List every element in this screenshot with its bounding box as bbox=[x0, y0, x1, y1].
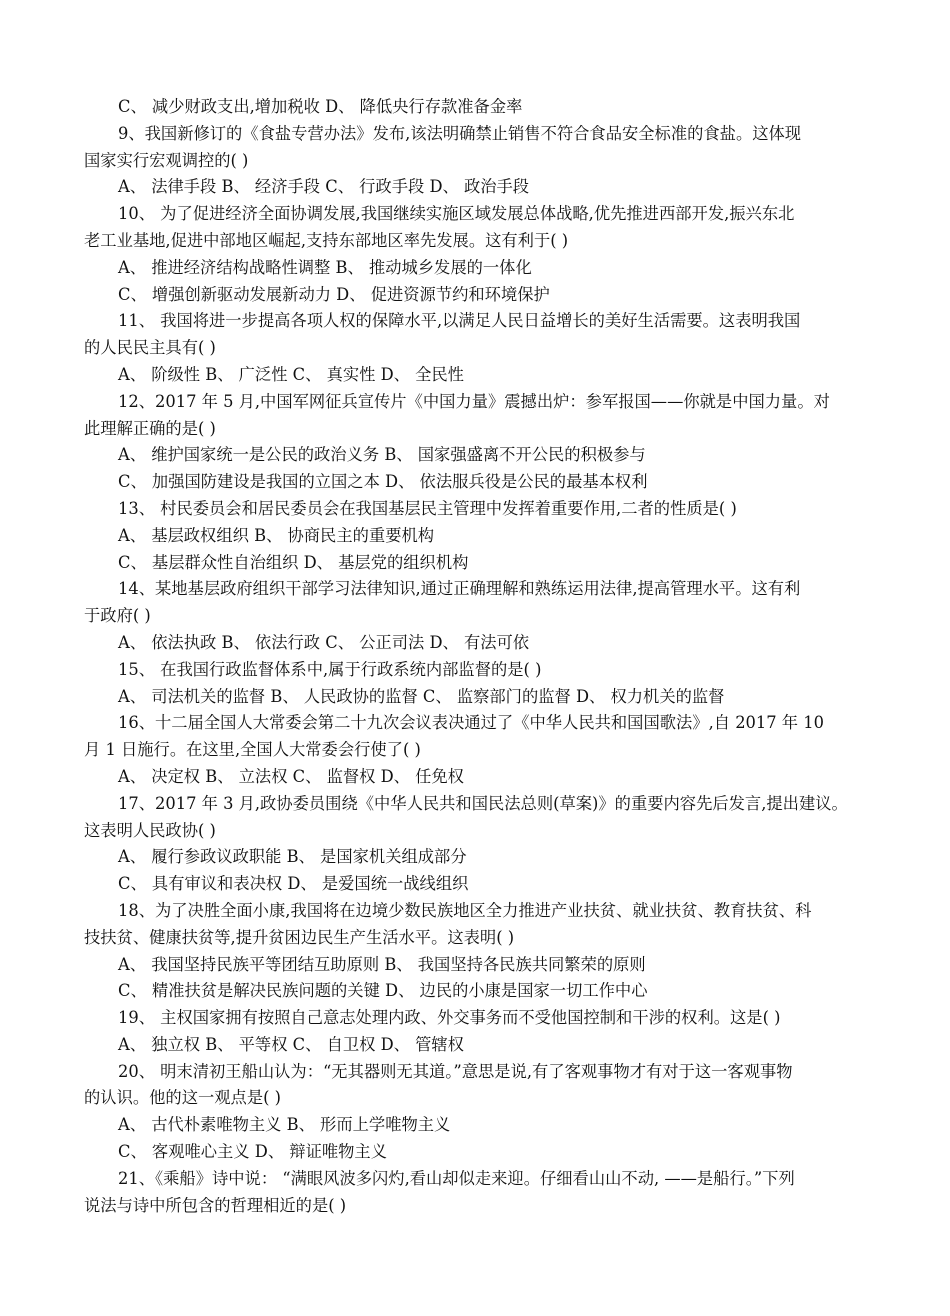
question-17: 17、2017 年 3 月,政协委员围绕《中华人民共和国民法总则(草案)》的重要内容先后发言,提出建议。 bbox=[118, 793, 848, 813]
question-14-options: A、 依法执政 B、 依法行政 C、 公正司法 D、 有法可依 bbox=[118, 632, 530, 652]
question-12-options-cd: C、 加强国防建设是我国的立国之本 D、 依法服兵役是公民的最基本权利 bbox=[118, 472, 648, 492]
question-17-options-cd: C、 具有审议和表决权 D、 是爱国统一战线组织 bbox=[118, 874, 469, 894]
option-line: C、 减少财政支出,增加税收 D、 降低央行存款准备金率 bbox=[118, 97, 523, 116]
question-20-options-ab: A、 古代朴素唯物主义 B、 形而上学唯物主义 bbox=[118, 1115, 451, 1135]
question-19-options: A、 独立权 B、 平等权 C、 自卫权 D、 管辖权 bbox=[118, 1034, 464, 1054]
question-16-options: A、 决定权 B、 立法权 C、 监督权 D、 任免权 bbox=[118, 766, 464, 786]
question-18-options-ab: A、 我国坚持民族平等团结互助原则 B、 我国坚持各民族共同繁荣的原则 bbox=[118, 954, 646, 974]
question-20: 20、 明末清初王船山认为：“无其器则无其道。”意思是说,有了客观事物才有对于这一客观事物 bbox=[118, 1061, 793, 1081]
question-13-options-ab: A、 基层政权组织 B、 协商民主的重要机构 bbox=[118, 525, 435, 545]
question-21-cont: 说法与诗中所包含的哲理相近的是( ) bbox=[84, 1195, 347, 1215]
question-9-cont: 国家实行宏观调控的( ) bbox=[84, 150, 249, 170]
question-12-options-ab: A、 维护国家统一是公民的政治义务 B、 国家强盛离不开公民的积极参与 bbox=[118, 445, 646, 465]
exam-text-body bbox=[84, 94, 870, 1219]
question-16: 16、十二届全国人大常委会第二十九次会议表决通过了《中华人民共和国国歌法》,自 2017 年 10 bbox=[118, 713, 824, 733]
question-14: 14、某地基层政府组织干部学习法律知识,通过正确理解和熟练运用法律,提高管理水平。这有利 bbox=[118, 579, 801, 599]
question-21: 21、《乘船》诗中说： “满眼风波多闪灼,看山却似走来迎。仔细看山山不动, ——是船行。”下列 bbox=[118, 1168, 795, 1188]
question-18-options-cd: C、 精准扶贫是解决民族问题的关键 D、 边民的小康是国家一切工作中心 bbox=[118, 981, 648, 1001]
question-18-cont: 技扶贫、健康扶贫等,提升贫困边民生产生活水平。这表明( ) bbox=[84, 927, 515, 947]
question-13-options-cd: C、 基层群众性自治组织 D、 基层党的组织机构 bbox=[118, 552, 469, 572]
question-10-options-ab: A、 推进经济结构战略性调整 B、 推动城乡发展的一体化 bbox=[118, 257, 532, 277]
question-17-options-ab: A、 履行参政议政职能 B、 是国家机关组成部分 bbox=[118, 847, 467, 867]
question-15: 15、 在我国行政监督体系中,属于行政系统内部监督的是( ) bbox=[118, 659, 542, 679]
question-15-options: A、 司法机关的监督 B、 人民政协的监督 C、 监察部门的监督 D、 权力机关的监督 bbox=[118, 686, 725, 706]
question-9: 9、我国新修订的《食盐专营办法》发布,该法明确禁止销售不符合食品安全标准的食盐。这体现 bbox=[118, 123, 802, 143]
question-11: 11、 我国将进一步提高各项人权的保障水平,以满足人民日益增长的美好生活需要。这表明我国 bbox=[118, 311, 801, 331]
question-20-cont: 的认识。他的这一观点是( ) bbox=[84, 1088, 281, 1108]
question-18: 18、为了决胜全面小康,我国将在边境少数民族地区全力推进产业扶贫、就业扶贫、教育扶贫、科 bbox=[118, 900, 812, 920]
question-20-options-cd: C、 客观唯心主义 D、 辩证唯物主义 bbox=[118, 1142, 387, 1162]
question-17-cont: 这表明人民政协( ) bbox=[84, 820, 216, 840]
question-16-cont: 月 1 日施行。在这里,全国人大常委会行使了( ) bbox=[84, 740, 421, 760]
question-12-cont: 此理解正确的是( ) bbox=[84, 418, 216, 438]
question-12: 12、2017 年 5 月,中国军网征兵宣传片《中国力量》震撼出炉：参军报国——你就是中国力量。对 bbox=[118, 391, 830, 411]
question-10-options-cd: C、 增强创新驱动发展新动力 D、 促进资源节约和环境保护 bbox=[118, 284, 550, 304]
question-14-cont: 于政府( ) bbox=[84, 606, 151, 626]
question-10-cont: 老工业基地,促进中部地区崛起,支持东部地区率先发展。这有利于( ) bbox=[84, 230, 569, 250]
question-10: 10、 为了促进经济全面协调发展,我国继续实施区域发展总体战略,优先推进西部开发,振兴东北 bbox=[118, 204, 795, 224]
question-19: 19、 主权国家拥有按照自己意志处理内政、外交事务而不受他国控制和干涉的权利。这是( ) bbox=[118, 1008, 781, 1028]
question-9-options: A、 法律手段 B、 经济手段 C、 行政手段 D、 政治手段 bbox=[118, 177, 530, 197]
question-11-cont: 的人民民主具有( ) bbox=[84, 338, 216, 358]
question-13: 13、 村民委员会和居民委员会在我国基层民主管理中发挥着重要作用,二者的性质是( ) bbox=[118, 498, 737, 518]
question-11-options: A、 阶级性 B、 广泛性 C、 真实性 D、 全民性 bbox=[118, 364, 464, 384]
